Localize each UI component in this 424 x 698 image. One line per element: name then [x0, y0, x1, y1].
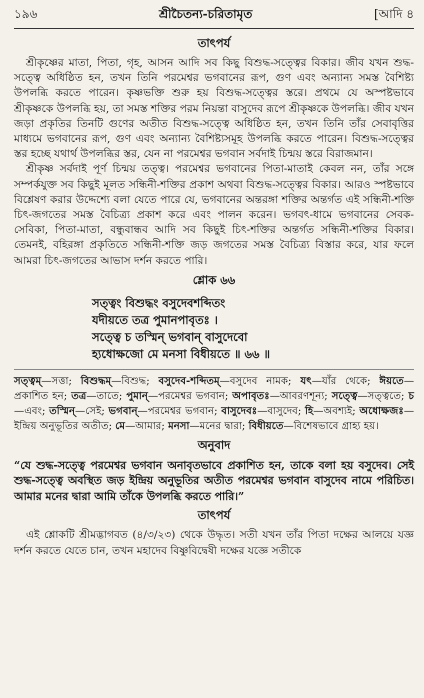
verse-line: যদীয়তে তত্র পুমানপাবৃতঃ । [92, 312, 218, 327]
page-header [14, 6, 414, 29]
synonym-term: বিশুদ্ধম্ [80, 374, 112, 387]
synonym-term: তস্মিন্ [49, 404, 76, 417]
synonym-term: ভগবান্ [108, 404, 138, 417]
synonym-term: বাসুদেবঃ [221, 404, 258, 417]
purport-paragraph: শ্রীকৃষ্ণ সর্বদাই পূর্ণ চিন্ময় তত্ত্ব। পরমেশ্বর ভগবানের পিতা-মাতাই কেবল নন, তাঁর সঙ্গে সম্পর্কযুক্ত সব কিছুই মূলত সন্ধিনী-শক্তির প্রকাশ অথবা বিশুদ্ধ-সত্ত্বের বিকার। আরও স্পষ্টভাবে বিশ্লেষণ করার উদ্দেশ্যে বলা যেতে পারে যে, ভগবানের অন্তরঙ্গা শক্তির অন্তর্গত এই সন্ধিনী-শক্তি চিৎ-জগতের সমস্ত বৈচিত্র্য প্রকাশ করে এবং পালন করেন। ভগবৎ-ধামে ভগবানের সেবক-সেবিকা, পিতা-মাতা, বন্ধুবান্ধব আদি সব কিছুই চিৎ-শক্তির অন্তর্গত সন্ধিনী-শক্তির বিকার। তেমনই, বহিরঙ্গা প্রকৃতিতে সন্ধিনী-শক্তি জড় জগতের সমস্ত বৈচিত্র্য বিস্তার করে, যার ফলে আমরা চিৎ-জগতের আভাস দর্শন করতে পারি। [14, 163, 414, 267]
synonym-meaning: —আবরণশূন্য; [269, 390, 332, 402]
divider [14, 369, 414, 370]
synonym-meaning: —ইন্দ্রিয় অনুভূতির অতীত; [14, 405, 414, 432]
synonym-term: অপাবৃতঃ [232, 389, 270, 402]
translation-heading: অনুবাদ [197, 437, 231, 452]
synonym-term: বসুদেব-শব্দিতম্ [158, 374, 220, 387]
synonym-term: সত্ত্বম্ [14, 374, 42, 387]
synonym-meaning: —বিশুদ্ধ; [111, 375, 159, 387]
purport-heading: তাৎপর্য [197, 36, 231, 50]
synonym-meaning: —সেই; [75, 405, 109, 417]
synonym-term: মনসা [168, 419, 190, 432]
synonym-meaning: —বিশেষভাবে গ্রাহ্য হয়। [283, 420, 379, 432]
synonym-meaning: —আমার; [125, 420, 169, 432]
synonym-meaning: —পরমেশ্বর ভগবান; [147, 390, 233, 402]
purport-heading-2: তাৎপর্য [197, 508, 231, 523]
synonym-meaning: —সত্তা; [41, 375, 81, 387]
synonym-meaning: —এবং; [14, 405, 50, 417]
synonym-term: মে [115, 419, 126, 432]
synonym-term: হি [305, 404, 314, 417]
verse-line: সত্ত্বে চ তস্মিন্ ভগবান্ বাসুদেবো [92, 329, 248, 344]
purport-paragraph-2: এই শ্লোকটি শ্রীমদ্ভাগবত (৪/৩/২৩) থেকে উদ্ধৃত। সতী যখন তাঁর পিতা দক্ষের আলয়ে যজ্ঞ দর্শন করতে যেতে চান, তখন মহাদেব বিষ্ণুবিদ্বেষী দক্ষের যজ্ঞে সতীকে [14, 529, 414, 557]
synonym-term: চ [408, 389, 414, 402]
synonym-term: বিধীয়তে [248, 419, 284, 432]
synonym-meaning: —যাঁর থেকে; [311, 375, 380, 387]
page-number: ১৯৬ [14, 7, 38, 21]
synonym-meaning: —তাতে; [86, 390, 127, 402]
synonym-term: তত্র [71, 389, 87, 402]
section-label: [আদি ৪ [373, 7, 414, 21]
synonym-meaning: —অবশ্যই; [313, 405, 360, 417]
synonym-term: অধোক্ষজঃ [359, 404, 404, 417]
purport-paragraph: শ্রীকৃষ্ণের মাতা, পিতা, গৃহ, আসন আদি সব কিছু বিশুদ্ধ-সত্ত্বের বিকার। জীব যখন শুদ্ধ-সত্ত্বে অধিষ্ঠিত হন, তখন তিনি পরমেশ্বর ভগবানের রূপ, গুণ এবং অন্যান্য সমস্ত বৈশিষ্ট্য উপলব্ধি করতে পারেন। কৃষ্ণভক্তি শুরু হয় বিশুদ্ধ-সত্ত্বের স্তরে। প্রথমে যে অস্পষ্টভাবে শ্রীকৃষ্ণকে উপলব্ধি হয়, তা সমস্ত শক্তির পরম নিয়ন্তা বাসুদেব রূপে শ্রীকৃষ্ণকে উপলব্ধি। জীব যখন জড়া প্রকৃতির তিনটি গুণের অতীত বিশুদ্ধ-সত্ত্বে অধিষ্ঠিত হন, তখন তিনি তাঁর সেবাবৃত্তির মাধ্যমে ভগবানের রূপ, গুণ এবং অন্যান্য বৈশিষ্ট্যসমূহ উপলব্ধি করতে পারেন। বিশুদ্ধ-সত্ত্বের স্তর হচ্ছে যথার্থ উপলব্ধির স্তর, যেন না পরমেশ্বর ভগবান সর্বদাই চিন্ময় স্তরে বিরাজমান। [14, 57, 414, 161]
synonym-term: যৎ [300, 374, 312, 387]
translation-text: “যে শুদ্ধ-সত্ত্বে পরমেশ্বর ভগবান অনাবৃতভাবে প্রকাশিত হন, তাকে বলা হয় বসুদেব। সেই শুদ্ধ-সত্ত্বে অবস্থিত জড় ইন্দ্রিয় অনুভূতির অতীত পরমেশ্বর ভগবান বাসুদেব নামে পরিচিত। আমার মনের দ্বারা আমি তাঁকে উপলব্ধি করতে পারি।” [14, 458, 414, 503]
verse-block [92, 295, 414, 363]
word-meanings [14, 374, 414, 434]
verse-line: সত্ত্বং বিশুদ্ধং বসুদেবশব্দিতং [92, 295, 226, 310]
synonym-term: পুমান্ [126, 389, 148, 402]
book-title: শ্রীচৈতন্য-চরিতামৃত [159, 7, 253, 21]
synonym-meaning: —বসুদেব নামক; [219, 375, 301, 387]
synonym-meaning: —পরমেশ্বর ভগবান; [137, 405, 222, 417]
synonym-meaning: —প্রকাশিত হন; [14, 375, 414, 402]
verse-line: হ্যধোক্ষজো মে মনসা বিধীয়তে ॥ ৬৬ ॥ [92, 346, 271, 361]
synonym-meaning: —বাসুদেব; [257, 405, 306, 417]
verse-heading: শ্লোক ৬৬ [192, 272, 236, 287]
synonym-meaning: —মনের দ্বারা; [189, 420, 249, 432]
synonym-term: সত্ত্বে [331, 389, 358, 402]
synonym-meaning: —সত্ত্বতে; [357, 390, 409, 402]
synonym-term: ঈয়তে [379, 374, 404, 387]
